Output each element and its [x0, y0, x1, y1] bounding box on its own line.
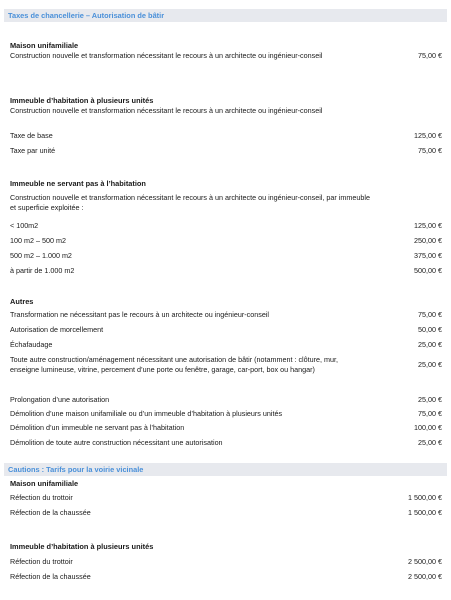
row-label: Échafaudage: [10, 340, 53, 349]
row-maison-construction: [10, 51, 442, 61]
row-price: 75,00 €: [418, 51, 442, 60]
row-label: 100 m2 – 500 m2: [10, 236, 66, 245]
row-surface-2: [10, 236, 442, 246]
row-label: à partir de 1.000 m2: [10, 266, 75, 275]
row-autres-3: [10, 340, 442, 350]
row-price: 500,00 €: [414, 266, 442, 275]
row-price: 1 500,00 €: [408, 493, 442, 502]
heading-immeuble-habitation: Immeuble d’habitation à plusieurs unités: [10, 96, 154, 105]
row-label: Taxe par unité: [10, 146, 56, 155]
row-label: Démolition d’un immeuble ne servant pas à l’habitation: [10, 423, 185, 432]
row-label: Autorisation de morcellement: [10, 325, 104, 334]
row-price: 1 500,00 €: [408, 508, 442, 517]
row-autres-7: [10, 423, 442, 433]
non-habitation-description: Construction nouvelle et transformation nécessitant le recours à un architecte ou ingénieur-conseil, par immeuble et superficie exploitée :: [10, 193, 370, 212]
row-price: 75,00 €: [418, 409, 442, 418]
row-label: 500 m2 – 1.000 m2: [10, 251, 72, 260]
heading-maison-unifamiliale: Maison unifamiliale: [10, 41, 79, 50]
row-label: Démolition de toute autre construction nécessitant une autorisation: [10, 438, 223, 447]
row-label: Réfection de la chaussée: [10, 508, 91, 517]
row-cautions-maison-trottoir: [10, 493, 442, 503]
row-autres-2: [10, 325, 442, 335]
row-autres-1: [10, 310, 442, 320]
row-taxe-base: [10, 131, 442, 141]
row-price: 250,00 €: [414, 236, 442, 245]
row-label: Taxe de base: [10, 131, 53, 140]
row-price: 2 500,00 €: [408, 557, 442, 566]
section-banner-cautions: Cautions : Tarifs pour la voirie vicinale: [4, 463, 447, 476]
heading-cautions-maison: Maison unifamiliale: [10, 479, 79, 488]
row-price: 100,00 €: [414, 423, 442, 432]
row-label: Transformation ne nécessitant pas le recours à un architecte ou ingénieur-conseil: [10, 310, 270, 319]
row-label: Toute autre construction/aménagement nécessitant une autorisation de bâtir (notamment : clôture, mur, enseigne lumineuse, vitrine, percement d’une porte ou fenêtre, garage, car-port, box ou hangar): [10, 355, 339, 374]
row-label: Démolition d’une maison unifamiliale ou d’un immeuble d’habitation à plusieurs unités: [10, 409, 283, 418]
row-label: Réfection de la chaussée: [10, 572, 91, 581]
row-surface-1: [10, 221, 442, 231]
row-price: 25,00 €: [418, 395, 442, 404]
row-label: Réfection du trottoir: [10, 493, 73, 502]
section-banner-autorisation: Taxes de chancellerie – Autorisation de bâtir: [4, 9, 447, 22]
heading-non-habitation: Immeuble ne servant pas à l’habitation: [10, 179, 146, 188]
row-price: 375,00 €: [414, 251, 442, 260]
row-price: 25,00 €: [418, 340, 442, 349]
immeuble-description: Construction nouvelle et transformation nécessitant le recours à un architecte ou ingénieur-conseil: [10, 106, 323, 115]
row-surface-3: [10, 251, 442, 261]
row-cautions-immeuble-chaussee: [10, 572, 442, 582]
row-cautions-maison-chaussee: [10, 508, 442, 518]
row-price: 25,00 €: [418, 438, 442, 447]
row-price: 2 500,00 €: [408, 572, 442, 581]
row-cautions-immeuble-trottoir: [10, 557, 442, 567]
row-price: 125,00 €: [414, 131, 442, 140]
row-autres-5: [10, 395, 442, 405]
row-price: 125,00 €: [414, 221, 442, 230]
row-label: Prolongation d’une autorisation: [10, 395, 110, 404]
row-surface-4: [10, 266, 442, 276]
row-price: 50,00 €: [418, 325, 442, 334]
row-label: Construction nouvelle et transformation nécessitant le recours à un architecte ou ingénieur-conseil: [10, 51, 323, 60]
row-autres-8: [10, 438, 442, 448]
row-label: Réfection du trottoir: [10, 557, 73, 566]
row-price: 25,00 €: [418, 359, 442, 369]
row-autres-6: [10, 409, 442, 419]
row-taxe-unite: [10, 146, 442, 156]
heading-autres: Autres: [10, 297, 34, 306]
heading-cautions-immeuble: Immeuble d’habitation à plusieurs unités: [10, 542, 154, 551]
row-autres-4: [10, 355, 442, 374]
row-price: 75,00 €: [418, 146, 442, 155]
row-price: 75,00 €: [418, 310, 442, 319]
row-label: < 100m2: [10, 221, 39, 230]
